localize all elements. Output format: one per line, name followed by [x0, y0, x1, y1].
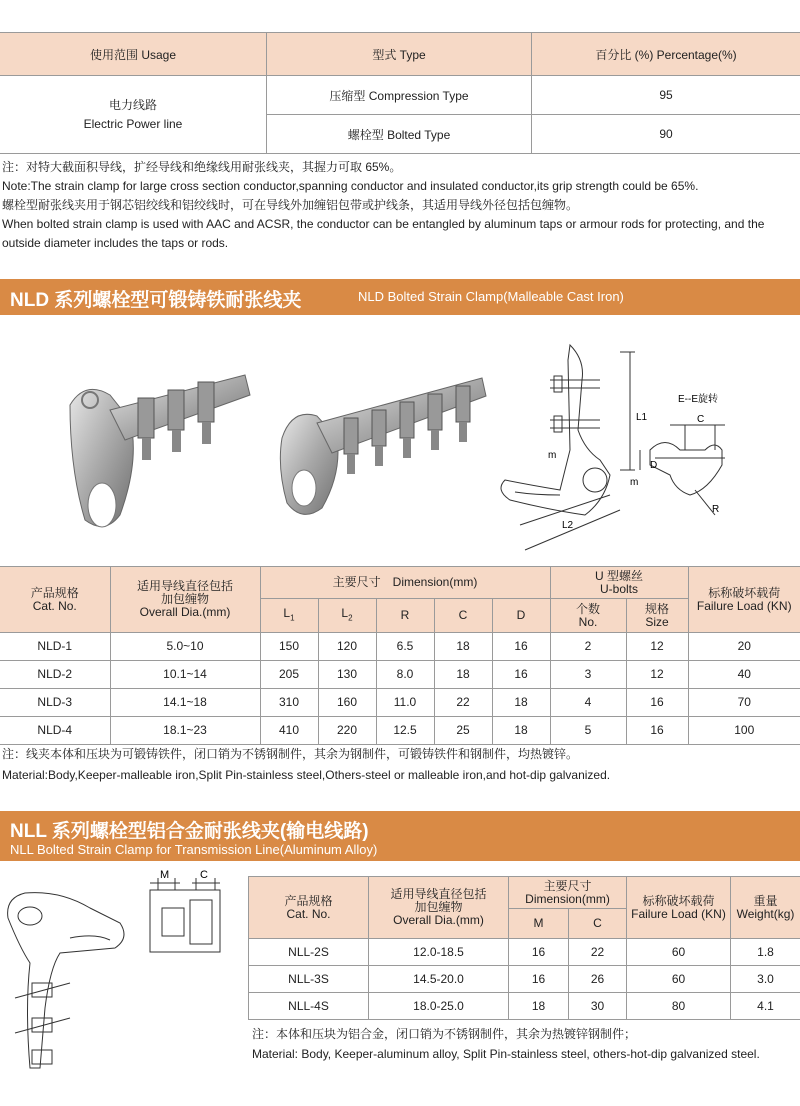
cell: 12.5 [376, 717, 434, 745]
l2-letter: L [341, 605, 349, 620]
weight-header [731, 877, 800, 939]
type-cell: 螺栓型 Bolted Type [267, 115, 532, 154]
cat-header [0, 567, 110, 633]
load-header-en: Failure Load (KN) [696, 598, 792, 613]
cell: 220 [318, 717, 376, 745]
nll-technical-drawing [0, 868, 245, 1083]
dim-header: 主要尺寸 Dimension(mm) [260, 567, 550, 599]
cell: 3 [550, 661, 626, 689]
dia-header [110, 567, 260, 633]
dia-header-cn2: 加包缠物 [414, 900, 463, 914]
cell: 16 [509, 939, 569, 966]
nld-title-cn: NLD 系列螺栓型可锻铸铁耐张线夹 [10, 290, 302, 311]
cell: 4.1 [731, 993, 800, 1020]
dia-header-en: Overall Dia.(mm) [139, 605, 231, 619]
weight-header-cn: 重量 [753, 893, 778, 908]
nld-clamp-photo-2 [262, 368, 492, 528]
d-header: D [492, 599, 550, 633]
cell: 16 [626, 689, 688, 717]
drawing-label-c: C [697, 414, 705, 425]
dia-header-cn1: 适用导线直径包括 [136, 579, 233, 593]
note-line: Note:The strain clamp for large cross section conductor,spanning conductor and insulated conductor,its grip strength could be 65%. [2, 179, 699, 193]
cell: 2 [550, 633, 626, 661]
c-header: C [434, 599, 492, 633]
cell: 70 [688, 689, 800, 717]
nld-clamp-photo-1 [50, 350, 260, 540]
cell: NLD-4 [0, 717, 110, 745]
drawing-label-l2: L2 [562, 520, 574, 531]
size-header-cn: 规格 [644, 601, 669, 616]
cell: 6.5 [376, 633, 434, 661]
grip-notes [2, 158, 798, 253]
l2-sub: 2 [348, 613, 353, 623]
cell: 26 [569, 966, 627, 993]
cell: 18.0-25.0 [369, 993, 509, 1020]
drawing-label-m1: m [548, 450, 557, 461]
cell: 205 [260, 661, 318, 689]
cell: NLL-3S [249, 966, 369, 993]
usage-table [0, 32, 800, 154]
dia-header-cn1: 适用导线直径包括 [390, 887, 487, 901]
cell: 1.8 [731, 939, 800, 966]
cell: 12.0-18.5 [369, 939, 509, 966]
cell: 60 [627, 966, 731, 993]
l1-sub: 1 [290, 613, 295, 623]
qty-header-en: No. [578, 614, 598, 629]
nll-material-notes [252, 1024, 798, 1064]
drawing-label-m2: m [630, 477, 639, 488]
table-row [0, 633, 800, 661]
note-line: When bolted strain clamp is used with AAC and ACSR, the conductor can be entangled by aluminum taps or armour rods for protecting, and the outside diameter includes the taps or rods. [2, 217, 765, 250]
usage-header: 使用范围 Usage [0, 33, 267, 76]
cell: 14.5-20.0 [369, 966, 509, 993]
type-header: 型式 Type [267, 33, 532, 76]
qty-header [550, 599, 626, 633]
table-row [249, 966, 800, 993]
cell: NLD-1 [0, 633, 110, 661]
nll-section-header [0, 811, 800, 861]
cat-header-en: Cat. No. [286, 906, 331, 921]
table-row [249, 993, 800, 1020]
load-header-cn: 标称破坏载荷 [708, 585, 781, 600]
cell: 5.0~10 [110, 633, 260, 661]
cell: 150 [260, 633, 318, 661]
qty-header-cn: 个数 [575, 601, 600, 616]
cell: 16 [626, 717, 688, 745]
table-row [0, 689, 800, 717]
nll-title-en: NLL Bolted Strain Clamp for Transmission Line(Aluminum Alloy) [10, 842, 378, 857]
nll-title-cn: NLL 系列螺栓型铝合金耐张线夹(输电线路) [10, 821, 369, 842]
cell: 130 [318, 661, 376, 689]
note-line: Material:Body,Keeper-malleable iron,Split Pin-stainless steel,Others-steel or malleable iron,and hot-dip galvanized. [2, 768, 611, 782]
nld-spec-table [0, 566, 800, 745]
usage-en: Electric Power line [83, 116, 183, 131]
cell: 160 [318, 689, 376, 717]
cat-header-cn: 产品规格 [30, 585, 79, 600]
cell: NLL-4S [249, 993, 369, 1020]
cell: 22 [434, 689, 492, 717]
l2-header [318, 599, 376, 633]
weight-header-en: Weight(kg) [736, 906, 795, 921]
load-header [627, 877, 731, 939]
ubolt-header-en: U-bolts [599, 581, 638, 596]
note-line: 注：对特大截面积导线，扩经导线和绝缘线用耐张线夹，其握力可取 65%。 [2, 160, 402, 174]
cell: NLD-3 [0, 689, 110, 717]
l1-letter: L [283, 605, 291, 620]
type-cell: 压缩型 Compression Type [267, 76, 532, 115]
size-header-en: Size [645, 614, 669, 629]
drawing-label-c: C [200, 869, 208, 881]
cell: 310 [260, 689, 318, 717]
cat-header-en: Cat. No. [32, 598, 77, 613]
cell: 14.1~18 [110, 689, 260, 717]
drawing-label-l1: L1 [636, 412, 648, 423]
cell: 60 [627, 939, 731, 966]
cell: 18 [509, 993, 569, 1020]
cat-header-cn: 产品规格 [284, 893, 333, 908]
cell: 20 [688, 633, 800, 661]
cell: 4 [550, 689, 626, 717]
nld-technical-drawing [490, 340, 800, 562]
load-header-cn: 标称破坏载荷 [642, 893, 715, 908]
cell: 12 [626, 661, 688, 689]
ubolt-header-cn: U 型螺丝 [594, 568, 643, 583]
usage-cell [0, 76, 267, 154]
usage-cn: 电力线路 [108, 97, 157, 112]
cell: 11.0 [376, 689, 434, 717]
nld-title-en: NLD Bolted Strain Clamp(Malleable Cast Iron) [358, 289, 624, 304]
ubolt-header [550, 567, 688, 599]
r-header: R [376, 599, 434, 633]
cell: 40 [688, 661, 800, 689]
cell: 5 [550, 717, 626, 745]
cell: 12 [626, 633, 688, 661]
cell: 18.1~23 [110, 717, 260, 745]
drawing-label-r: R [712, 504, 720, 515]
c-header: C [569, 909, 627, 939]
table-row [0, 717, 800, 745]
table-row [249, 939, 800, 966]
percentage-cell: 90 [532, 115, 800, 154]
cell: 18 [492, 717, 550, 745]
load-header-en: Failure Load (KN) [631, 906, 726, 921]
nld-section-header [0, 279, 800, 315]
cell: NLD-2 [0, 661, 110, 689]
cell: NLL-2S [249, 939, 369, 966]
table-row [0, 661, 800, 689]
cell: 16 [492, 661, 550, 689]
dia-header-en: Overall Dia.(mm) [393, 913, 484, 927]
m-header: M [509, 909, 569, 939]
drawing-label-m: M [160, 869, 170, 881]
cell: 16 [492, 633, 550, 661]
cat-header [249, 877, 369, 939]
note-line: 注：线夹本体和压块为可锻铸铁件，闭口销为不锈钢制件，其余为钢制件，可锻铸铁件和钢制件，均热镀锌。 [2, 747, 579, 761]
cell: 22 [569, 939, 627, 966]
cell: 120 [318, 633, 376, 661]
cell: 18 [434, 661, 492, 689]
percentage-header: 百分比 (%) Percentage(%) [532, 33, 800, 76]
note-line: Material: Body, Keeper-aluminum alloy, Split Pin-stainless steel, others-hot-dip galvanized steel. [252, 1047, 760, 1061]
cell: 410 [260, 717, 318, 745]
nll-spec-table [248, 876, 800, 1020]
cell: 3.0 [731, 966, 800, 993]
load-header [688, 567, 800, 633]
drawing-label-section: E--E旋转 [678, 394, 718, 405]
drawing-label-d: D [650, 460, 658, 471]
cell: 80 [627, 993, 731, 1020]
cell: 8.0 [376, 661, 434, 689]
cell: 30 [569, 993, 627, 1020]
size-header [626, 599, 688, 633]
dim-header-en: Dimension(mm) [525, 891, 610, 906]
dim-header-cn: 主要尺寸 [543, 878, 592, 893]
cell: 18 [492, 689, 550, 717]
nld-material-notes [2, 744, 798, 786]
dia-header-cn2: 加包缠物 [160, 592, 209, 606]
dim-header [509, 877, 627, 909]
cell: 18 [434, 633, 492, 661]
cell: 16 [509, 966, 569, 993]
note-line: 螺栓型耐张线夹用于钢芯铝绞线和铝绞线时，可在导线外加缠铝包带或护线条，其适用导线外径包括包缠物。 [2, 198, 579, 212]
percentage-cell: 95 [532, 76, 800, 115]
note-line: 注：本体和压块为铝合金，闭口销为不锈钢制件，其余为热镀锌钢制件； [252, 1027, 637, 1041]
cell: 100 [688, 717, 800, 745]
cell: 25 [434, 717, 492, 745]
cell: 10.1~14 [110, 661, 260, 689]
l1-header [260, 599, 318, 633]
dia-header [369, 877, 509, 939]
